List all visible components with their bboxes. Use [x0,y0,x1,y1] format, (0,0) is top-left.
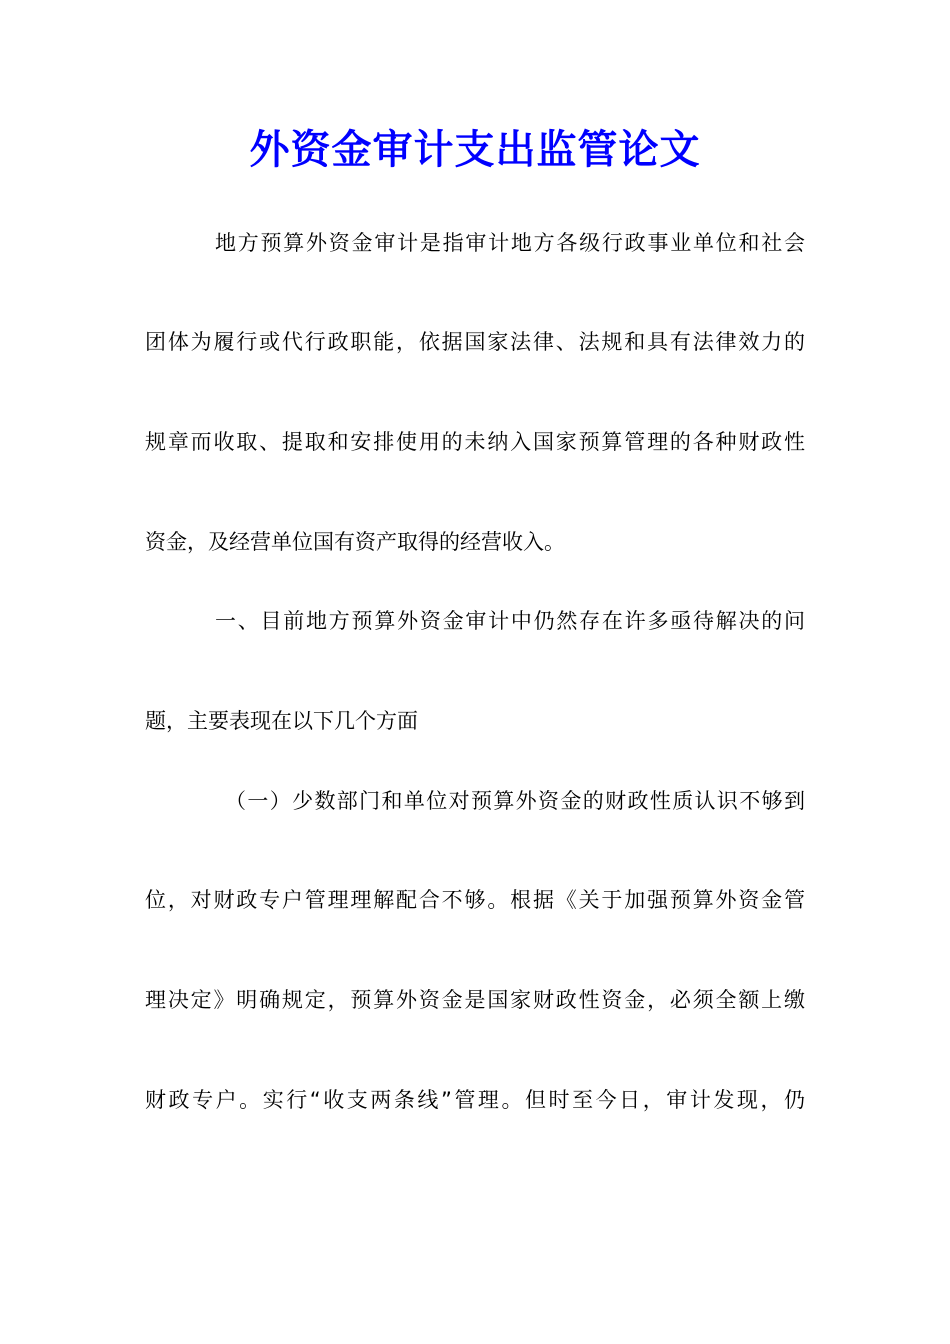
paragraph-line: （一）少数部门和单位对预算外资金的财政性质认识不够到 [225,789,805,813]
paragraph-line: 地方预算外资金审计是指审计地方各级行政事业单位和社会 [215,231,805,255]
section-heading-line: 题，主要表现在以下几个方面 [145,709,418,733]
document-title: 外资金审计支出监管论文 [249,126,701,173]
paragraph-line: 理决定》明确规定，预算外资金是国家财政性资金，必须全额上缴 [145,988,805,1012]
paragraph-line: 位，对财政专户管理理解配合不够。根据《关于加强预算外资金管 [145,888,805,912]
paragraph-line: 资金，及经营单位国有资产取得的经营收入。 [145,530,565,554]
paragraph-line: 规章而收取、提取和安排使用的未纳入国家预算管理的各种财政性 [145,430,805,454]
paragraph-line: 财政专户。实行“收支两条线”管理。但时至今日，审计发现，仍 [145,1088,805,1112]
section-heading-line: 一、目前地方预算外资金审计中仍然存在许多亟待解决的问 [215,609,805,633]
paragraph-line: 团体为履行或代行政职能，依据国家法律、法规和具有法律效力的 [145,330,805,354]
